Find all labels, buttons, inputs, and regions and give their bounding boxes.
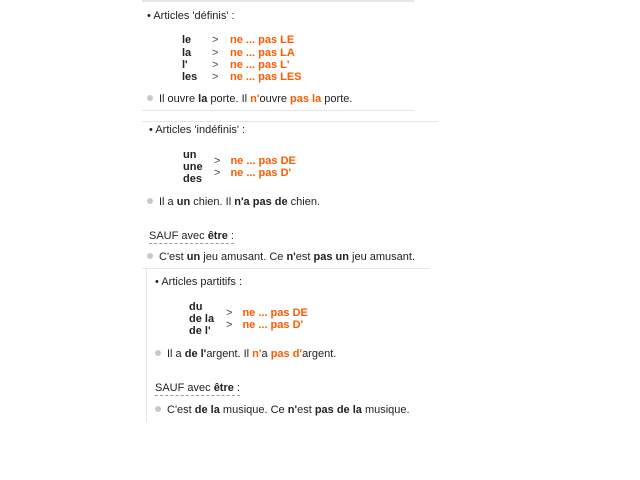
arrow-symbol: > bbox=[212, 47, 219, 59]
example-text: porte. Il bbox=[207, 93, 251, 105]
indefinis-articles bbox=[183, 149, 203, 185]
negation-d: ne ... pas D' bbox=[242, 319, 304, 331]
sauf-etre-1 bbox=[149, 230, 234, 244]
bullet: • bbox=[147, 10, 151, 22]
example-text: C'est bbox=[159, 251, 187, 263]
example-article: un bbox=[176, 196, 191, 208]
example-text: jeu amusant. bbox=[348, 251, 416, 263]
example-pas: pas un bbox=[313, 251, 349, 263]
arrow-symbol: > bbox=[212, 34, 219, 46]
sauf-etre: être bbox=[207, 230, 228, 242]
divider bbox=[142, 110, 414, 111]
bullet-dot-icon bbox=[155, 350, 161, 356]
heading-partitifs bbox=[155, 276, 242, 288]
example-sauf-1 bbox=[147, 251, 415, 263]
divider bbox=[142, 121, 438, 122]
article-une: une bbox=[183, 161, 203, 173]
example-ne: n' bbox=[286, 251, 296, 263]
example-text: Il a bbox=[167, 348, 185, 360]
bullet-dot-icon bbox=[147, 95, 153, 101]
divider bbox=[142, 268, 430, 269]
negation-d: ne ... pas D' bbox=[230, 167, 292, 179]
bullet: • bbox=[155, 276, 159, 288]
negation-de: ne ... pas DE bbox=[230, 155, 296, 167]
example-text: Il a bbox=[159, 196, 177, 208]
negation-l: ne ... pas L' bbox=[230, 59, 290, 71]
article-les: les bbox=[182, 71, 198, 83]
negation-la: ne ... pas LA bbox=[230, 47, 295, 59]
example-article: de la bbox=[194, 404, 220, 416]
sauf-etre-2 bbox=[155, 382, 240, 396]
article-du: du bbox=[189, 301, 203, 313]
article-l: l' bbox=[182, 59, 188, 71]
sauf-text: SAUF avec bbox=[149, 230, 208, 242]
example-text: a bbox=[261, 348, 271, 360]
heading-definis bbox=[147, 10, 235, 22]
arrow-symbol: > bbox=[214, 167, 221, 179]
negation-les: ne ... pas LES bbox=[230, 71, 302, 83]
sauf-etre: être bbox=[213, 382, 234, 394]
example-text: musique. Ce bbox=[219, 404, 288, 416]
example-ne: n' bbox=[252, 348, 262, 360]
bullet-dot-icon bbox=[147, 198, 153, 204]
indefinis-negations bbox=[214, 155, 296, 179]
example-text: jeu amusant. Ce bbox=[200, 251, 287, 263]
article-des: des bbox=[183, 173, 202, 185]
example-pas: pas la bbox=[290, 93, 322, 105]
article-de-la: de la bbox=[189, 313, 215, 325]
example-pas: pas d' bbox=[270, 348, 303, 360]
arrow-symbol: > bbox=[212, 71, 219, 83]
section-border bbox=[146, 268, 147, 422]
bullet: • bbox=[149, 124, 153, 136]
article-un: un bbox=[183, 149, 197, 161]
example-definis bbox=[147, 93, 352, 105]
example-ne: n' bbox=[250, 93, 260, 105]
article-le: le bbox=[182, 34, 192, 46]
bullet-dot-icon bbox=[147, 253, 153, 259]
example-sauf-2 bbox=[155, 404, 410, 416]
heading-text: Articles 'indéfinis' : bbox=[155, 124, 246, 136]
negation-le: ne ... pas LE bbox=[230, 34, 295, 46]
example-article: de l' bbox=[184, 348, 207, 360]
example-text: C'est bbox=[167, 404, 195, 416]
example-text: est bbox=[297, 404, 315, 416]
example-text: Il ouvre bbox=[159, 93, 199, 105]
heading-indefinis bbox=[149, 124, 245, 136]
top-rule bbox=[142, 0, 414, 2]
sauf-text: : bbox=[233, 382, 240, 394]
arrow-symbol: > bbox=[212, 59, 219, 71]
example-pas: pas de la bbox=[314, 404, 362, 416]
example-text: argent. Il bbox=[206, 348, 253, 360]
partitifs-negations bbox=[226, 307, 308, 331]
example-partitifs bbox=[155, 348, 336, 360]
arrow-symbol: > bbox=[226, 319, 233, 331]
sauf-text: : bbox=[227, 230, 234, 242]
arrow-symbol: > bbox=[226, 307, 233, 319]
heading-text: Articles 'définis' : bbox=[153, 10, 235, 22]
sauf-text: SAUF avec bbox=[155, 382, 214, 394]
negation-de: ne ... pas DE bbox=[242, 307, 308, 319]
example-ne: n'a bbox=[234, 196, 250, 208]
heading-text: Articles partitifs : bbox=[161, 276, 242, 288]
example-article: un bbox=[186, 251, 201, 263]
article-de-l: de l' bbox=[189, 325, 211, 337]
example-text: chien. Il bbox=[190, 196, 235, 208]
example-text: est bbox=[295, 251, 314, 263]
partitifs-articles bbox=[189, 301, 214, 337]
example-ne: n' bbox=[287, 404, 298, 416]
example-article: la bbox=[198, 93, 208, 105]
arrow-symbol: > bbox=[214, 155, 221, 167]
example-pas: pas de bbox=[252, 196, 288, 208]
example-text: argent. bbox=[302, 348, 337, 360]
bullet-dot-icon bbox=[155, 406, 161, 412]
example-text: ouvre bbox=[259, 93, 291, 105]
example-text: musique. bbox=[361, 404, 410, 416]
article-la: la bbox=[182, 47, 192, 59]
example-text: porte. bbox=[321, 93, 353, 105]
example-text: chien. bbox=[287, 196, 321, 208]
example-indefinis bbox=[147, 196, 320, 208]
